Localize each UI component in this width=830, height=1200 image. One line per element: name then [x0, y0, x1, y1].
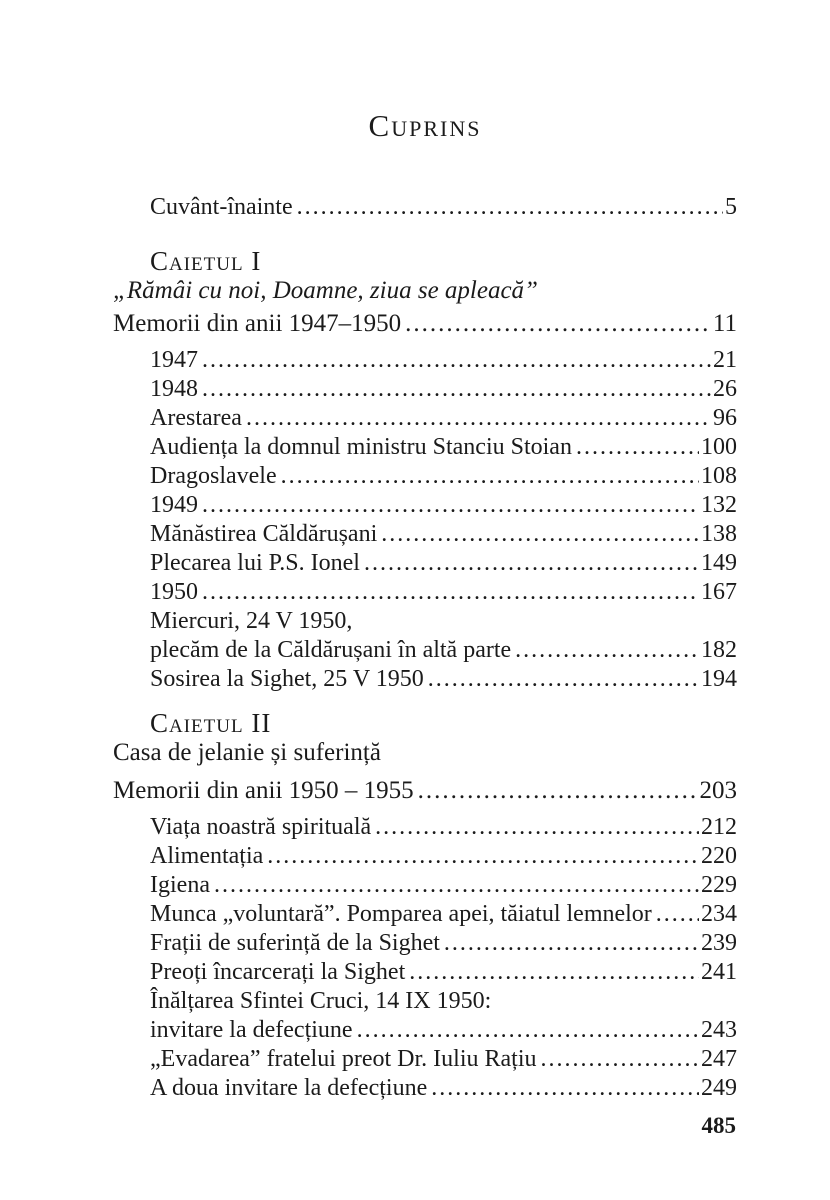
toc-entry — [113, 1074, 737, 1103]
toc-entry-label: 1948 — [150, 376, 198, 402]
toc-entry-continuation-first-line — [113, 987, 737, 1016]
toc-entry — [113, 929, 737, 958]
toc-entry — [113, 1045, 737, 1074]
leader-dots — [364, 549, 699, 578]
toc-entry-label: Dragoslavele — [150, 463, 277, 489]
toc-entry — [113, 491, 737, 520]
leader-dots — [405, 308, 711, 339]
leader-dots — [214, 871, 699, 900]
toc-entry-page: 234 — [701, 901, 737, 927]
toc-entry-page: 21 — [713, 347, 737, 373]
toc-entry — [113, 900, 737, 929]
toc-entry-page: 247 — [701, 1046, 737, 1072]
toc-entry — [113, 375, 737, 404]
toc-entry — [113, 433, 737, 462]
toc-entry-label: Memorii din anii 1950 – 1955 — [113, 777, 414, 804]
toc-entry-label: Cuvânt-înainte — [150, 194, 293, 220]
leader-dots — [515, 636, 699, 665]
toc-entry-page: 108 — [701, 463, 737, 489]
toc-entry — [113, 842, 737, 871]
toc-entry-label: Memorii din anii 1947–1950 — [113, 310, 402, 337]
section-heading-caietul-2: Caietul II — [150, 708, 272, 738]
toc-entry-label: Preoți încarcerați la Sighet — [150, 959, 406, 985]
toc-entry-page: 212 — [701, 814, 737, 840]
leader-dots — [431, 1074, 699, 1103]
toc-entry-page: 239 — [701, 930, 737, 956]
toc-entry-label: „Evadarea” fratelui preot Dr. Iuliu Rațiu — [150, 1046, 537, 1072]
toc-entry — [113, 958, 737, 987]
leader-dots — [375, 813, 699, 842]
leader-dots — [246, 404, 711, 433]
toc-content — [113, 0, 737, 1103]
toc-entry — [113, 665, 737, 694]
leader-dots — [297, 193, 723, 222]
toc-entry — [113, 1016, 737, 1045]
toc-entry-label: invitare la defecțiune — [150, 1017, 353, 1043]
toc-entry-label: Viața noastră spirituală — [150, 814, 372, 840]
leader-dots — [381, 520, 699, 549]
toc-entry-page: 243 — [701, 1017, 737, 1043]
section-subtitle-caietul-1: „Rămâi cu noi, Doamne, ziua se apleacă” — [113, 277, 538, 304]
toc-entry — [113, 578, 737, 607]
toc-entry — [113, 520, 737, 549]
section-entries-caietul-1 — [113, 346, 737, 694]
leader-dots — [202, 346, 711, 375]
leader-dots — [576, 433, 699, 462]
leader-dots — [444, 929, 699, 958]
toc-entry-label: Mănăstirea Căldărușani — [150, 521, 378, 547]
leader-dots — [418, 775, 698, 806]
toc-entry-page: 96 — [713, 405, 737, 431]
toc-entry-foreword — [113, 193, 737, 222]
toc-entry-label: Sosirea la Sighet, 25 V 1950 — [150, 666, 424, 692]
toc-entry-label: Frații de suferință de la Sighet — [150, 930, 440, 956]
toc-entry-page: 182 — [701, 637, 737, 663]
toc-entry-page: 100 — [701, 434, 737, 460]
toc-entry-page: 5 — [725, 194, 737, 220]
toc-entry-page: 11 — [712, 310, 737, 337]
section-heading-caietul-1: Caietul I — [150, 246, 262, 276]
toc-entry-page: 241 — [701, 959, 737, 985]
toc-entry — [113, 813, 737, 842]
toc-entry — [113, 404, 737, 433]
toc-entry-page: 149 — [701, 550, 737, 576]
toc-entry-label: Arestarea — [150, 405, 242, 431]
toc-entry-page: 249 — [701, 1075, 737, 1101]
leader-dots — [541, 1045, 700, 1074]
page-number: 485 — [701, 1113, 736, 1138]
toc-entry-label: Plecarea lui P.S. Ionel — [150, 550, 360, 576]
toc-entry-label: Igiena — [150, 872, 210, 898]
leader-dots — [267, 842, 699, 871]
leader-dots — [428, 665, 699, 694]
toc-entry-page: 167 — [701, 579, 737, 605]
toc-entry-page: 203 — [699, 777, 737, 804]
toc-entry-page: 132 — [701, 492, 737, 518]
section-subtitle-caietul-2: Casa de jelanie și suferință — [113, 739, 381, 766]
toc-entry-page: 138 — [701, 521, 737, 547]
toc-entry-label: 1947 — [150, 347, 198, 373]
toc-entry — [113, 549, 737, 578]
section-entries-caietul-2 — [113, 813, 737, 1103]
toc-entry-label: Înălțarea Sfintei Cruci, 14 IX 1950: — [150, 988, 492, 1014]
leader-dots — [357, 1016, 699, 1045]
toc-entry-label: plecăm de la Căldărușani în altă parte — [150, 637, 512, 663]
toc-entry-label: A doua invitare la defecțiune — [150, 1075, 428, 1101]
toc-entry — [113, 871, 737, 900]
toc-main-entry — [113, 775, 737, 806]
toc-entry — [113, 346, 737, 375]
toc-entry-label: 1949 — [150, 492, 198, 518]
toc-entry-label: Audiența la domnul ministru Stanciu Stoian — [150, 434, 572, 460]
leader-dots — [409, 958, 699, 987]
toc-main-entry — [113, 308, 737, 339]
leader-dots — [202, 578, 699, 607]
toc-entry-label: Munca „voluntară”. Pomparea apei, tăiatul lemnelor — [150, 901, 652, 927]
page-title: Cuprins — [368, 108, 482, 143]
toc-entry-page: 220 — [701, 843, 737, 869]
toc-entry-page: 26 — [713, 376, 737, 402]
leader-dots — [656, 900, 699, 929]
toc-entry-page: 194 — [701, 666, 737, 692]
toc-entry-page: 229 — [701, 872, 737, 898]
leader-dots — [281, 462, 699, 491]
leader-dots — [202, 375, 711, 404]
toc-entry-label: Alimentația — [150, 843, 264, 869]
toc-entry-continuation-first-line — [113, 607, 737, 636]
toc-entry-label: Miercuri, 24 V 1950, — [150, 608, 353, 634]
toc-entry — [113, 462, 737, 491]
leader-dots — [202, 491, 699, 520]
toc-entry-label: 1950 — [150, 579, 198, 605]
toc-entry — [113, 636, 737, 665]
